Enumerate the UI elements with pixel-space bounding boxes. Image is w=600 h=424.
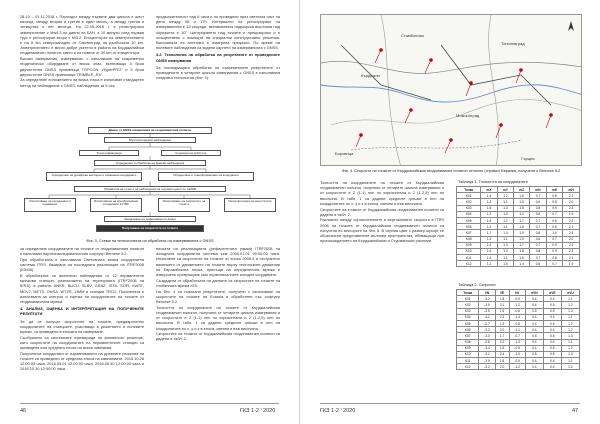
table-header-cell: σVN [525,290,543,296]
table-cell: 0.4 [525,314,543,320]
table-cell: 2.0 [563,236,580,242]
table-cell: 0.7 [530,255,547,261]
table-cell: 0.5 [543,302,561,308]
table-cell: K01 [457,296,479,302]
table-cell: 0.7 [546,236,562,242]
table-cell: 1.3 [497,205,513,211]
table-cell: 1.4 [481,193,497,199]
table-cell: 1.6 [514,255,530,261]
paragraph: за определяне координатите на точките от геодинамичния полигон е използван научноизследователския софтуер Bernese 5.2. [20,246,144,257]
paragraph: Създадени от обработката на данните са скоростите на точките на глобалната мрежа IGS. [156,277,280,288]
table-cell: 1.9 [563,211,580,217]
table-cell: 0.4 [525,345,543,351]
table-cell: 1.1 [561,358,579,364]
table-cell: -3.2 [479,296,495,302]
flow-box: Интерпретация на резултатите [224,198,276,212]
table-cell: 0.8 [546,193,562,199]
table-cell: 0.4 [525,327,543,333]
table-row [457,364,580,370]
table-cell: -2.8 [479,339,495,345]
page-number: 46 [20,408,27,414]
table-cell: -3.3 [479,327,495,333]
table-header-cell: mZ [514,187,530,193]
table-cell: K01 [457,193,481,199]
table-cell: 2.3 [563,248,580,254]
table-cell: 0.8 [530,248,547,254]
table-cell: 1.3 [561,351,579,357]
table-cell: -3.4 [479,345,495,351]
paragraph: За да се получат скоростите на точките, предварително координатите на станциите, участващи в решението и полевите мрежи, са приведени в епохата на измерване. [20,318,144,335]
table-header-cell: Точка [457,290,479,296]
table-cell: 0.4 [543,314,561,320]
table-cell: 2.0 [495,327,509,333]
table-cell: K02 [457,302,479,308]
table-cell: 2.1 [563,224,580,230]
paragraph: Съобразено са системните ефемериди на финалното решение, като скоростите на координатите на перманентните станции са приведени към средната епоха на всеки кампания. [20,334,144,351]
flow-box-top: Данни от GNSS измервания на геодинамичния полигон [88,127,212,134]
table-cell: 1.4 [497,230,513,236]
table-cell: K02 [457,199,481,205]
table-cell: 1.3 [497,242,513,248]
table-cell: K03 [457,205,481,211]
table-cell: 0.6 [530,261,547,267]
table-cell: 0.5 [543,333,561,339]
table-cell: 1.9 [495,320,509,326]
map-label: Момчилград [456,113,480,118]
table-cell: 1.2 [561,327,579,333]
table-cell: 1.2 [561,302,579,308]
flow-box: Определяне и трансформиране на координати [158,172,254,181]
table-cell: 1.6 [481,248,497,254]
table-header-cell: VE [495,290,509,296]
table-cell: -1.2 [509,364,525,370]
flow-box: Корекции на орбитите [161,150,221,156]
table-header-cell: mX [481,187,497,193]
table-cell: 0.5 [543,320,561,326]
table-cell: K03 [457,308,479,314]
table-cell: 0.4 [525,339,543,345]
table-header-cell: σVE [543,290,561,296]
table-cell: 1.2 [561,345,579,351]
flow-box: Изчисляване на преобразувани координати в ITRF [90,198,142,212]
table-1-caption: Таблица 1. Точността на координатите [458,179,528,184]
table-cell: 0.4 [525,364,543,370]
table-cell: 1.0 [497,211,513,217]
table-cell: 1.6 [514,224,530,230]
paragraph: продължителност над 6 часа и по проведени през светлата част на деня между 08 и 17h. Интервалът на регистриране на измерванията е 15 секунди, минималната надморска височина над хоризонта е 10°. Центрирането над точките е прецизирано и е осъществено с помощта на специални конструктивни решения. Височината на антената е измерена прецизно. По време на полевите наблюдения са водени карнети на измерванията с GNSS. [156,14,280,51]
paragraph: В обработката са включени наблюдения от 12 перманентни мрежови станции, разположени на територията (ITRF2008 на IERS), в района: ANKR, BUCU, SLBV, GRAZ, ISTA, SOFI, MATE, MDVJ, METS, ONSA, WTZR, ZIMM и станция TRO1. Посочената е използвана за контрол и оценка на координатите на точките от геодинамичната мрежа. [20,273,144,305]
table-cell: K12 [457,261,481,267]
page-number: 47 [572,408,579,414]
table-cell: K08 [457,339,479,345]
table-cell: K10 [457,351,479,357]
flow-box: Определяне и обработка на фазови наблюдения [94,160,206,166]
table-cell: 1.6 [495,308,509,314]
flow-box: Изчисляване на скоростите на точките [158,198,210,212]
table-cell: 1.2 [481,211,497,217]
left-col1-bottom [20,246,144,372]
table-cell: 0.4 [525,296,543,302]
table-cell: 2.0 [563,199,580,205]
flow-box: Обработка на точки и на наблюдения за текущия цикъл по АНЮВ [74,186,226,192]
table-cell: -0.7 [509,333,525,339]
table-cell: 1.6 [514,193,530,199]
table-cell: K09 [457,242,481,248]
table-cell: 1.8 [514,205,530,211]
table-cell: 0.5 [525,308,543,314]
table-header-cell: σVU [561,290,579,296]
table-cell: 0.5 [525,351,543,357]
table-cell: -1.3 [509,339,525,345]
table-cell: 1.4 [481,255,497,261]
table-cell: 1.8 [495,296,509,302]
table-cell: 0.7 [530,193,547,199]
table-cell: 1.0 [497,261,513,267]
table-cell: 1.9 [563,261,580,267]
table-cell: 1.3 [481,199,497,205]
table-cell: 1.5 [514,199,530,205]
table-cell: 1.7 [495,333,509,339]
table-cell: 0.6 [530,211,547,217]
table-cell: 0.9 [546,205,562,211]
table-cell: -3.0 [479,333,495,339]
table-cell: 1.3 [561,333,579,339]
table-cell: 0.8 [546,255,562,261]
velocity-map [321,15,582,166]
table-cell: 1.5 [514,236,530,242]
flow-box: Закодиране на деформацията данни [104,216,196,222]
table-cell: 2.1 [563,255,580,261]
table-cell: 1.5 [481,217,497,223]
table-cell: 2.1 [495,302,509,308]
table-header-cell: Точка [457,187,481,193]
footer-rule [320,403,580,404]
table-cell: 0.5 [543,351,561,357]
flow-box: Определяне на дрейфови векторни и изравнени координати [46,172,142,181]
paragraph: Всички измервания, измервания, с използване на съвременно геодезическо оборудване от висок клас, включващо 4 броя двучестотни GNSS приемници TOPCON „HyperPRO“ и 5 броя двучестотни GNSS приемници TRIMBLE „R4“. [20,56,144,77]
table-cell: K10 [457,248,481,254]
flow-box: Мултиплицирани наблюдения [104,137,196,143]
table-cell: -3.1 [479,351,495,357]
map-label: Гърция [521,156,535,161]
table-cell: -0.6 [509,308,525,314]
velocity-map-figure [320,14,582,166]
table-cell: -0.5 [509,345,525,351]
table-cell: 1.1 [561,296,579,302]
table-cell: K05 [457,320,479,326]
table-cell: 2.2 [495,339,509,345]
left-col2-bottom [156,246,280,342]
paragraph: Разликите между хоризонталните и вертикалните скорости в ITRS 2008 на точките от Кърджалийския геодинамичен полигон са получени по векторите на Фиг. 5. В черния цвят с размер шрифт се обозначени представените вълнови пространства, обхващащи при произхождението на Кърджалийския и Стурманския разломи. [320,217,444,244]
paragraph: За последващата обработка на съвременните резултатите от проведените в четирите цикъла измервания с GNSS е използвана следната технология (Фиг. 3): [156,64,280,81]
paragraph: епохата на реализацията (референтната рамка) ITRF2008 на изходната координатна система към 2005.01.01 00:00:00 часа. Изчислени са скоростите на точките от епоха 2005.0 и отстранено влиянието от движението на точките върху тектонските движения на Евразийската плоча, присъщи на определената мрежа е извършено превръщане към първоначалните изходни координати. [156,246,280,278]
table-cell: 0.4 [543,327,561,333]
table-cell: 1.3 [481,236,497,242]
table-cell: 1.2 [497,217,513,223]
table-cell: 1.1 [561,339,579,345]
table-cell: -1.0 [509,351,525,357]
table-cell: 0.5 [543,308,561,314]
table-cell: K05 [457,217,481,223]
table-cell: 0.8 [530,205,547,211]
table-header-cell: mY [497,187,513,193]
journal-name: ГКЗ 1-2 ' 2020 [320,408,356,414]
table-cell: 1.2 [497,193,513,199]
table-cell: K04 [457,211,481,217]
table-cell: -0.9 [509,296,525,302]
left-col1-top [20,14,144,88]
map-label: Тополовград [501,41,525,46]
table-cell: 1.1 [497,255,513,261]
table-cell: 1.2 [497,248,513,254]
left-col2-top [156,14,280,81]
table-cell: -2.7 [479,320,495,326]
table-header-cell: mE [546,187,562,193]
table-cell: 1.5 [481,242,497,248]
table-cell: 0.6 [530,199,547,205]
table-cell: 1.4 [481,224,497,230]
right-page [300,0,600,424]
right-col1 [320,180,444,244]
table-cell: 1.7 [514,242,530,248]
table-cell: K06 [457,327,479,333]
table-cell: 1.2 [561,320,579,326]
map-label: Стамболово [401,33,424,38]
flowchart-figure [24,125,276,235]
table-cell: 0.8 [546,199,562,205]
table-cell: 0.5 [525,333,543,339]
table-velocities [456,289,580,370]
table-cell: 2.2 [563,217,580,223]
table-cell: -1.1 [509,327,525,333]
table-cell: 1.9 [514,230,530,236]
table-cell: 2.1 [563,193,580,199]
table-cell: 0.4 [543,364,561,370]
paragraph: Точността на координатите на точките от Кърджалийския геодинамичен полигон, получени от четирите цикъла измервания и от скоростите е 2 (1-1) mm по хоризонтала и 2 (1-2,5) mm по височина. В табл. 1 са дадени средните грешки в mm на координатите по x, y и z в епоха, овеяни и във височина. [156,304,280,331]
table-header-cell: VU [509,290,525,296]
paragraph: Получените координати от изравняването на дневните решения на точките са приведени от средната епоха на кампаниите: 2015.10.28 12:00:00 часа, 2016.05.01 12:00:00 часа, 2016.05.30 12:00:00 часа и 2016.10.30 12:00:00 часа. [20,350,144,372]
table-cell: -3.2 [479,364,495,370]
paragraph: Скоростите на точките от Кърджалийския геодинамичен полигон са дадени в табл. 2. [320,206,444,217]
table-cell: 0.4 [525,302,543,308]
table-cell: 0.9 [546,242,562,248]
table-cell: -3.1 [479,314,495,320]
table-cell: 2.0 [495,364,509,370]
map-label: Боровица [335,151,354,156]
table-cell: 0.9 [546,248,562,254]
table-cell: 1.2 [481,261,497,267]
table-cell: -1.2 [509,302,525,308]
table-cell: 0.8 [546,224,562,230]
table-header-cell: VN [479,290,495,296]
journal-name: ГКЗ 1-2 ' 2020 [240,408,276,414]
section-heading: 4. АНАЛИЗ, ОЦЕНКА И ИНТЕРПРЕТАЦИЯ НА ПОЛУЧЕНИТЕ РЕЗУЛТАТИ [20,306,144,317]
table-cell: K09 [457,345,479,351]
table-cell: 1.4 [514,261,530,267]
flow-box: Изчисляване на координати и изравнени [24,198,76,212]
table-cell: 0.7 [530,224,547,230]
table-cell: 2.4 [495,351,509,357]
paragraph: При обработката е използвана Световната земна координатна система ITRS, базирана на последната реализация на ITRF2008 (IGb08). [20,256,144,273]
flow-box-result: Получаване на скоростите на точките [96,225,204,232]
table-cell: 1.0 [546,230,562,236]
table-cell: K11 [457,358,479,364]
table-cell: 2.4 [563,230,580,236]
table-cell: 0.7 [530,217,547,223]
table-cell: -3.5 [479,308,495,314]
table-cell: 1.5 [495,345,509,351]
table-row [457,261,580,267]
table-header-cell: mN [530,187,547,193]
footer-rule [20,403,279,404]
table-cell: 1.1 [561,314,579,320]
table-cell: K07 [457,333,479,339]
table-cell: 1.7 [481,230,497,236]
table-cell: 1.1 [497,224,513,230]
table-cell: 2.3 [495,314,509,320]
table-cell: -2.9 [479,358,495,364]
table-cell: 2.2 [563,242,580,248]
figure-4-caption: Фиг. 4. Скорости на точките от Кърджалийския геодинамичен полигон относно (спрямо) Евразия, получени с Bernese 5.2 [341,168,561,173]
table-cell: 0.4 [543,358,561,364]
table-cell: 0.8 [546,217,562,223]
table-cell: 1.8 [495,358,509,364]
table-cell: 1.1 [497,199,513,205]
table-cell: K04 [457,314,479,320]
table-cell: 0.4 [543,339,561,345]
map-label: Кърджали [361,73,380,78]
table-cell: 1.1 [497,236,513,242]
table-cell: 0.4 [525,358,543,364]
paragraph: 28.10 – 01.11.2018 г. Периодът между първите два цикъла е шест месеца, между втория и третия е един месец, а между третия и четвъртия е пет месеца. На 22.05.2018 г. е регистрирано земетресение с Mw4.3 по данни на БАН, а 10 минути след първия трус е регистриран втори с Ml3.2. Епицентърът на земетресението е на 8 km северозападно от Свиленград на дълбочина 10 km. Земетресението е много добре усетено в района на Кърджалийски геодинамичен полигон, както и на повече от 30 km от епицентъра. [20,14,144,56]
table-2-caption: Таблица 2. Скорости [458,282,496,287]
table-cell: K08 [457,236,481,242]
paragraph: Скоростите на точките от Кърджалийския геодинамичен полигон са дадени в табл. 2. [156,331,280,342]
table-cell: 0.7 [546,211,562,217]
table-cell: K06 [457,224,481,230]
table-cell: K07 [457,230,481,236]
table-cell: -2.9 [479,302,495,308]
table-cell: K12 [457,364,479,370]
table-cell: 0.7 [546,261,562,267]
table-cell: 0.8 [530,230,547,236]
figure-3-caption: Фиг. 3. Схема на технологията на обработка на измерванията с GNSS [86,238,214,243]
table-cell: 2.3 [563,205,580,211]
table-cell: 1.2 [561,364,579,370]
table-header-cell: mH [563,187,580,193]
paragraph: На Фиг. 4 са показани резултатите, получени с използване на скоростите на точките на Eurasia и обработени със софтуер Bernese 5.2. [156,288,280,305]
table-cell: 1.3 [561,308,579,314]
paragraph: За определяне положението на всяка точка е използван стандартен метод на наблюдение с GNSS, наблюдения за 5 сек. [20,77,144,88]
table-cell: -0.9 [509,358,525,364]
table-cell: -1.4 [509,314,525,320]
table-accuracy [456,186,580,267]
table-cell: -0.8 [509,320,525,326]
section-heading: 3.2. Технология на обработка на резултатите от проведените GNSS измервания [156,52,280,63]
table-cell: 1.4 [514,211,530,217]
table-cell: 1.6 [481,205,497,211]
paragraph: Точността на координатите на точките от Кърджалийския геодинамичен полигон, получени от четирите цикъла измервания и от скоростите е 2 (1-1) mm по хоризонтала и 2 (1-2,5) mm по височина. В табл. 1 са дадени средните грешки в mm на координатите по x, y и z в епоха, овеяни и във височина. [320,180,444,206]
table-cell: 0.6 [530,236,547,242]
table-cell: 0.4 [525,320,543,326]
table-cell: 1.7 [514,217,530,223]
table-cell: 0.5 [543,345,561,351]
table-cell: 0.7 [530,242,547,248]
table-cell: 0.4 [543,296,561,302]
flow-box: Точни ефемериди [79,150,139,156]
table-cell: K11 [457,255,481,261]
table-cell: 1.8 [514,248,530,254]
